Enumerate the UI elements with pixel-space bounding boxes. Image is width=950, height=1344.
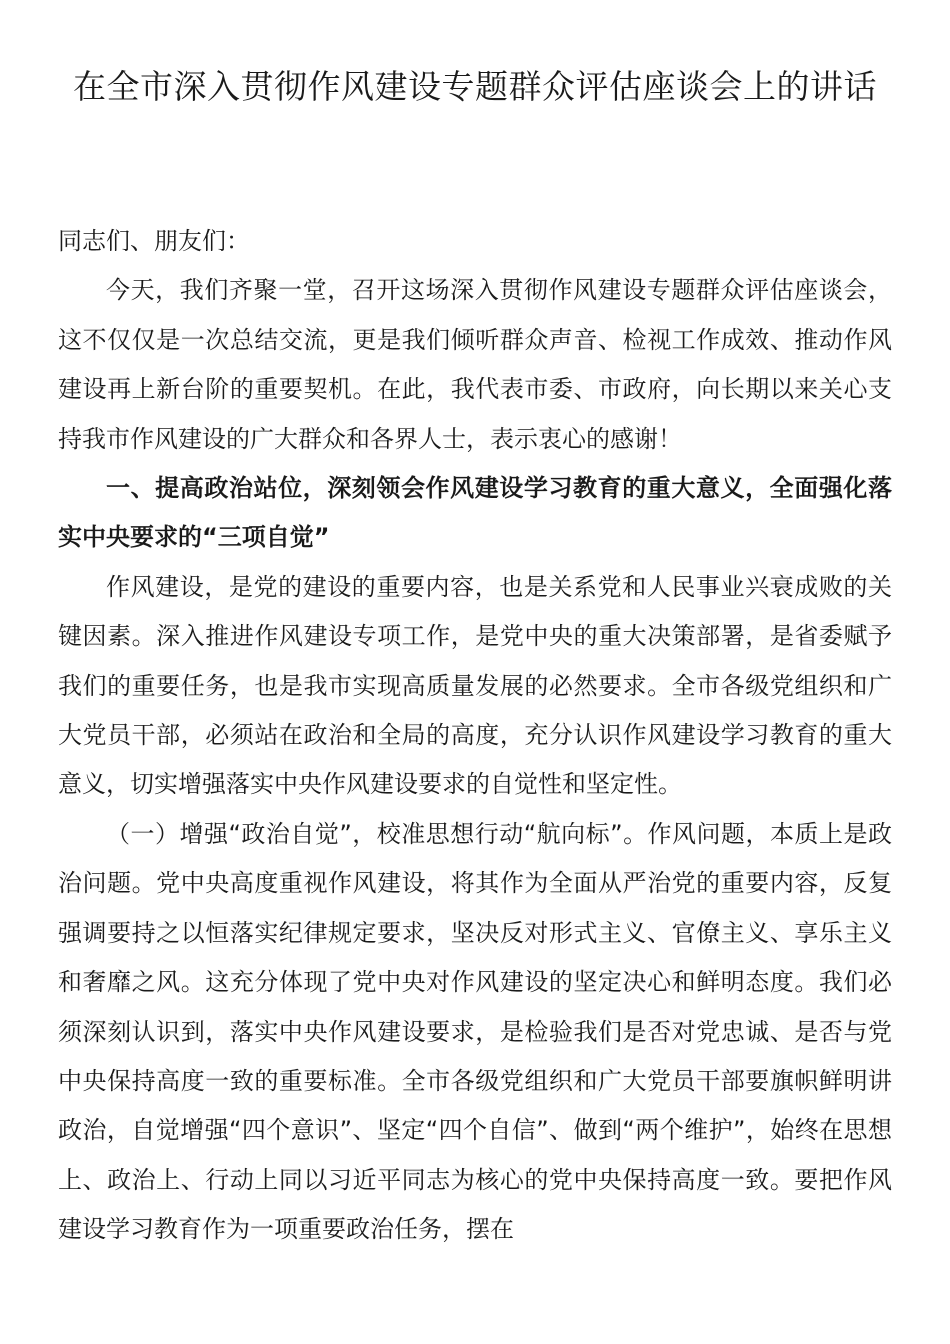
section-heading-1: 一、提高政治站位，深刻领会作风建设学习教育的重大意义，全面强化落实中央要求的“三项自觉” <box>58 474 892 552</box>
paragraph-section-1-intro: 作风建设，是党的建设的重要内容，也是关系党和人民事业兴衰成败的关键因素。深入推进作风建设专项工作，是党中央的重大决策部署，是省委赋予我们的重要任务，也是我市实现高质量发展的必然要求。全市各级党组织和广大党员干部，必须站在政治和全局的高度，充分认识作风建设学习教育的重大意义，切实增强落实中央作风建设要求的自觉性和坚定性。 <box>58 572 892 799</box>
salutation: 同志们、朋友们： <box>58 227 250 255</box>
paragraph-section-1-subsection-1: （一）增强“政治自觉”，校准思想行动“航向标”。作风问题，本质上是政治问题。党中央高度重视作风建设，将其作为全面从严治党的重要内容，反复强调要持之以恒落实纪律规定要求，坚决反对形式主义、官僚主义、享乐主义和奢靡之风。这充分体现了党中央对作风建设的坚定决心和鲜明态度。我们必须深刻认识到，落实中央作风建设要求，是检验我们是否对党忠诚、是否与党中央保持高度一致的重要标准。全市各级党组织和广大党员干部要旗帜鲜明讲政治，自觉增强“四个意识”、坚定“四个自信”、做到“两个维护”，始终在思想上、政治上、行动上同以习近平同志为核心的党中央保持高度一致。要把作风建设学习教育作为一项重要政治任务，摆在 <box>58 819 892 1244</box>
document-body <box>58 217 892 1255</box>
paragraph-opening: 今天，我们齐聚一堂，召开这场深入贯彻作风建设专题群众评估座谈会，这不仅仅是一次总结交流，更是我们倾听群众声音、检视工作成效、推动作风建设再上新台阶的重要契机。在此，我代表市委、市政府，向长期以来关心支持我市作风建设的广大群众和各界人士，表示衷心的感谢！ <box>58 276 892 453</box>
document-title: 在全市深入贯彻作风建设专题群众评估座谈会上的讲话 <box>73 67 877 106</box>
